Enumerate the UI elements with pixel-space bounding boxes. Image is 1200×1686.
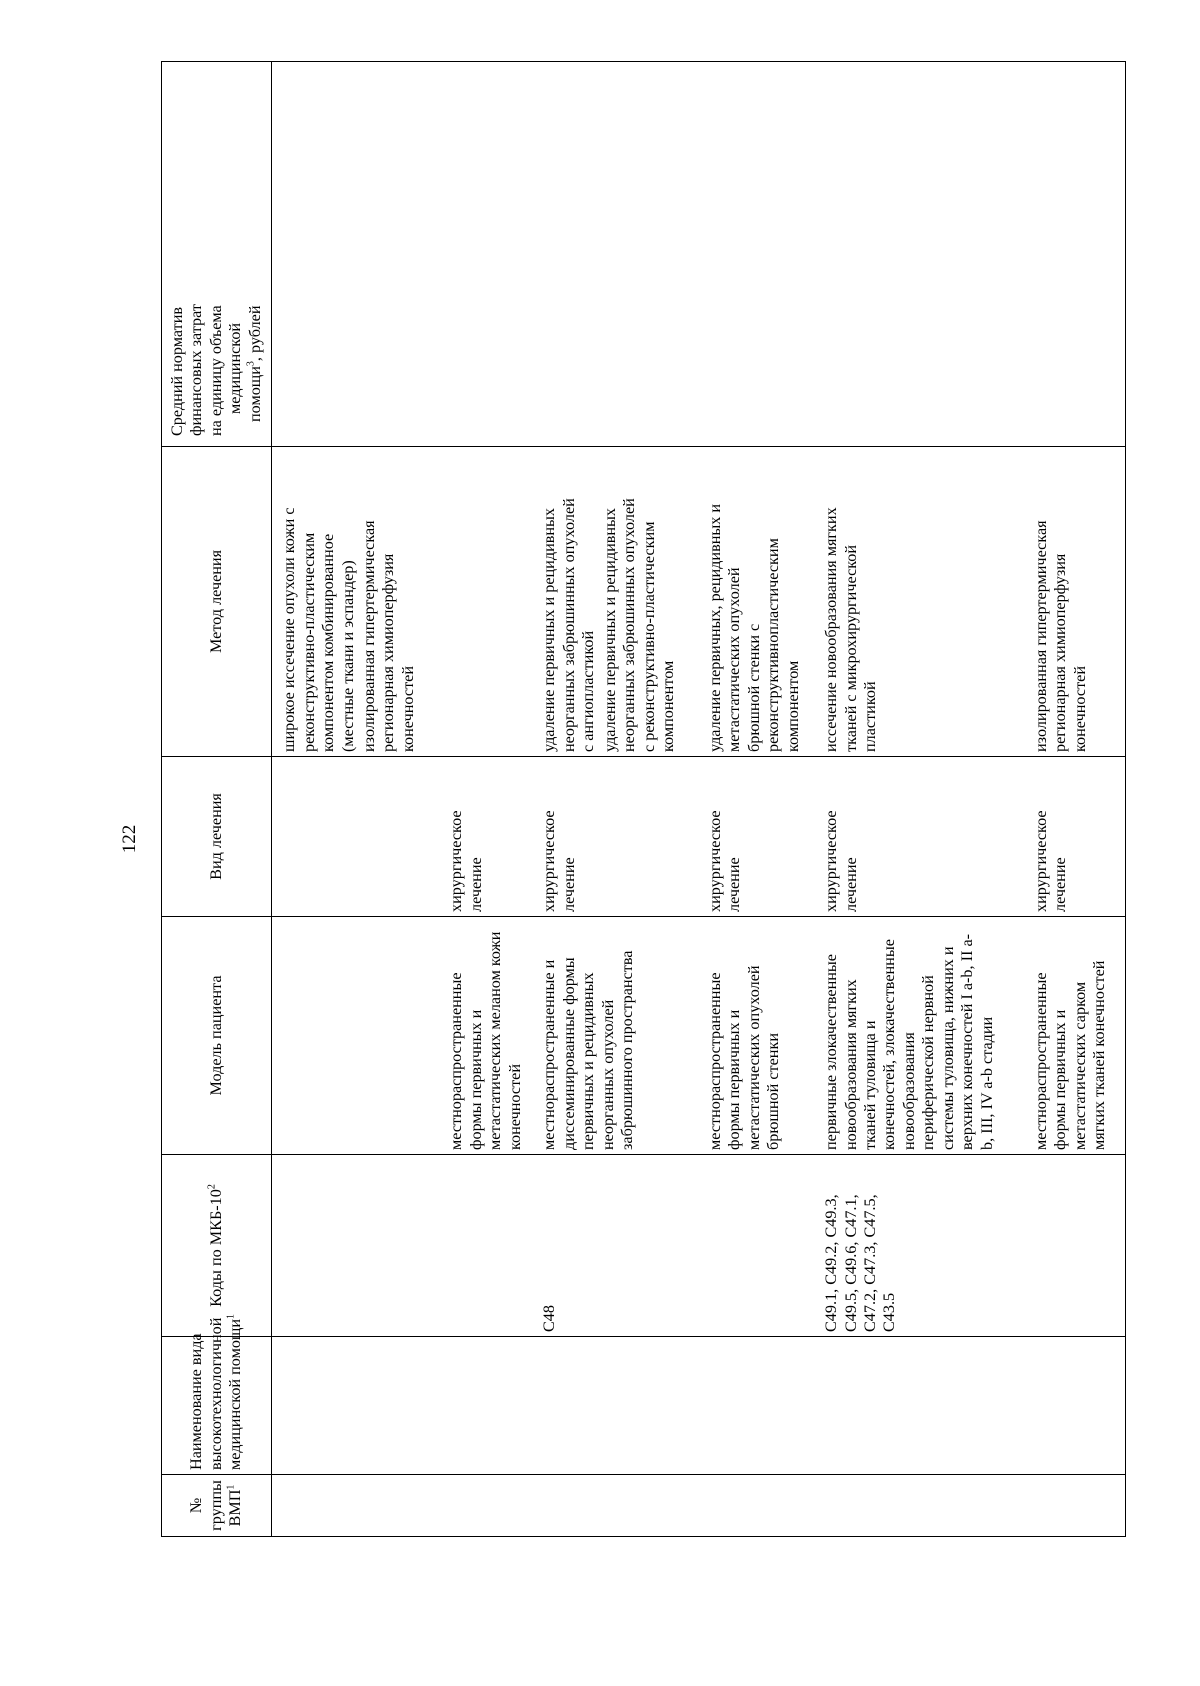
cell-icd-codes: [447, 1155, 540, 1337]
cell-treatment-method: [447, 447, 540, 757]
cell-patient-model: [706, 917, 822, 1155]
patient-model-line: новообразования мягких: [841, 979, 860, 1150]
rotated-table-container: [161, 62, 1126, 1537]
cell-treatment-method: [272, 447, 448, 757]
method-item: [1032, 451, 1090, 752]
method-line: конечностей: [1070, 666, 1089, 752]
patient-model-line: метастатических меланом кожи: [486, 931, 505, 1150]
treatment-type-line: лечение: [841, 857, 860, 912]
table-header-row: [162, 62, 272, 1537]
method-line: удаление первичных и рецидивных: [600, 507, 619, 752]
icd-codes-line: C43.5: [880, 1292, 899, 1332]
patient-model-line: новообразования: [899, 1032, 918, 1150]
header-treatment-method: Метод лечения: [162, 447, 272, 757]
patient-model-line: b, III, IV a-b стадии: [977, 1016, 996, 1150]
method-line: с реконструктивно-пластическим: [639, 521, 658, 752]
table-row: [706, 62, 822, 1537]
table-row: [272, 62, 448, 1537]
cell-icd-codes: [706, 1155, 822, 1337]
cell-icd-codes: [822, 1155, 1032, 1337]
cell-average-cost: [272, 62, 448, 447]
method-line: регионарная химиоперфузия: [379, 553, 398, 752]
method-line: реконструктивнопластическим: [764, 538, 783, 752]
patient-model-line: местнораспространенные: [447, 972, 466, 1150]
patient-model-line: местнораспространенные: [1031, 972, 1050, 1150]
cell-care-type-name: [1032, 1337, 1126, 1475]
patient-model-line: формы первичных и: [466, 1009, 485, 1150]
patient-model-line: периферической нервной: [919, 975, 938, 1150]
cell-care-type-name: [822, 1337, 1032, 1475]
cell-icd-codes: [540, 1155, 705, 1337]
treatment-type-line: лечение: [466, 857, 485, 912]
method-line: тканей с микрохирургической: [841, 544, 860, 752]
method-line: регионарная химиоперфузия: [1051, 553, 1070, 752]
method-item: [601, 451, 679, 752]
method-item: [540, 451, 598, 752]
patient-model-line: верхних конечностей I a-b, II a-: [958, 933, 977, 1150]
cell-treatment-method: [1032, 447, 1126, 757]
method-line: конечностей: [398, 666, 417, 752]
method-line: удаление первичных и рецидивных: [540, 507, 559, 752]
cell-patient-model: [272, 917, 448, 1155]
method-line: неорганных забрюшинных опухолей: [620, 498, 639, 752]
cell-group-number: [272, 1475, 448, 1537]
cell-patient-model: [540, 917, 705, 1155]
treatment-type-line: хирургическое: [540, 810, 559, 912]
patient-model-line: тканей туловища и: [861, 1020, 880, 1150]
cell-average-cost: [706, 62, 822, 447]
patient-model-line: метастатических сарком: [1070, 981, 1089, 1150]
patient-model-line: формы первичных и: [725, 1009, 744, 1150]
patient-model-line: метастатических опухолей: [744, 965, 763, 1150]
patient-model-line: забрюшинного пространства: [618, 950, 637, 1150]
patient-model-line: первичных и рецидивных: [579, 972, 598, 1150]
method-line: метастатических опухолей: [725, 567, 744, 752]
table-row: [1032, 62, 1126, 1537]
patient-model-line: местнораспространенные: [705, 972, 724, 1150]
header-group-number: № группы ВМП$^1$: [162, 1475, 272, 1537]
method-line: (местные ткани и эспандер): [338, 560, 357, 752]
cell-average-cost: [540, 62, 705, 447]
cell-care-type-name: [272, 1337, 448, 1475]
cell-group-number: [822, 1475, 1032, 1537]
cell-average-cost: [1032, 62, 1126, 447]
method-line: реконструктивно-пластическим: [299, 532, 318, 752]
treatment-type-line: хирургическое: [822, 810, 841, 912]
cell-patient-model: [822, 917, 1032, 1155]
cell-treatment-type: [540, 757, 705, 917]
method-item: [360, 451, 418, 752]
method-line: компонентом: [659, 660, 677, 752]
method-line: изолированная гипертермическая: [1031, 520, 1050, 752]
icd-codes-line: C49.5, C49.6, C47.1,: [841, 1194, 860, 1332]
cell-group-number: [706, 1475, 822, 1537]
cell-treatment-type: [447, 757, 540, 917]
method-line: удаление первичных, рецидивных и: [705, 503, 724, 752]
method-item: [822, 451, 880, 752]
treatment-type-line: хирургическое: [1031, 810, 1050, 912]
cell-patient-model: [1032, 917, 1126, 1155]
patient-model-line: мягких тканей конечностей: [1090, 960, 1109, 1150]
method-line: компонентом: [783, 660, 802, 752]
method-line: компонентом комбинированное: [319, 533, 338, 752]
header-patient-model: Модель пациента: [162, 917, 272, 1155]
cell-treatment-type: [822, 757, 1032, 917]
method-line: брюшной стенки с: [744, 623, 763, 752]
cell-icd-codes: [1032, 1155, 1126, 1337]
cell-patient-model: [447, 917, 540, 1155]
page-number: 122: [119, 824, 140, 854]
header-treatment-type: Вид лечения: [162, 757, 272, 917]
method-line: изолированная гипертермическая: [359, 520, 378, 752]
patient-model-line: конечностей: [505, 1064, 524, 1150]
table-row: [447, 62, 540, 1537]
cell-care-type-name: [706, 1337, 822, 1475]
treatment-type-line: хирургическое: [705, 810, 724, 912]
table-row: [540, 62, 705, 1537]
patient-model-line: диссеминированные формы: [559, 957, 578, 1150]
cell-treatment-type: [706, 757, 822, 917]
patient-model-line: первичные злокачественные: [822, 954, 841, 1150]
cell-treatment-type: [1032, 757, 1126, 917]
cell-treatment-method: [540, 447, 705, 757]
treatment-type-line: хирургическое: [447, 810, 466, 912]
method-line: пластикой: [861, 681, 880, 752]
header-icd-codes: Коды по МКБ-$10^2$: [162, 1155, 272, 1337]
icd-codes-line: C49.1, C49.2, C49.3,: [822, 1194, 841, 1332]
header-care-type-name: Наименование вида высокотехнологичной медицинской помощи$^1$: [162, 1337, 272, 1475]
patient-model-line: конечностей, злокачественные: [880, 939, 899, 1150]
treatment-type-line: лечение: [559, 857, 578, 912]
method-item: [706, 451, 803, 752]
cell-average-cost: [822, 62, 1032, 447]
treatment-type-line: лечение: [725, 857, 744, 912]
table-row: [822, 62, 1032, 1537]
cell-care-type-name: [540, 1337, 705, 1475]
patient-model-line: неорганных опухолей: [598, 999, 617, 1150]
patient-model-line: местнораспространенные и: [540, 959, 559, 1150]
method-item: [280, 451, 358, 752]
hmp-table: [161, 61, 1126, 1537]
cell-group-number: [447, 1475, 540, 1537]
cell-average-cost: [447, 62, 540, 447]
cell-icd-codes: [272, 1155, 448, 1337]
patient-model-line: брюшной стенки: [764, 1033, 783, 1150]
patient-model-line: формы первичных и: [1051, 1009, 1070, 1150]
method-line: широкое иссечение опухоли кожи с: [280, 507, 299, 752]
cell-care-type-name: [447, 1337, 540, 1475]
icd-codes-line: C48: [540, 1305, 559, 1332]
method-line: неорганных забрюшинных опухолей: [559, 498, 578, 752]
treatment-type-line: лечение: [1051, 857, 1070, 912]
cell-group-number: [540, 1475, 705, 1537]
header-average-cost: Средний норматив финансовых затрат на единицу объема медицинской помощи$^3$, рублей: [162, 62, 272, 447]
patient-model-line: системы туловища, нижних и: [938, 946, 957, 1150]
cell-treatment-type: [272, 757, 448, 917]
cell-treatment-method: [822, 447, 1032, 757]
icd-codes-line: C47.2, C47.3, C47.5,: [861, 1194, 880, 1332]
cell-treatment-method: [706, 447, 822, 757]
method-line: иссечение новообразования мягких: [822, 507, 841, 752]
cell-group-number: [1032, 1475, 1126, 1537]
method-line: с ангиопластикой: [579, 630, 598, 752]
